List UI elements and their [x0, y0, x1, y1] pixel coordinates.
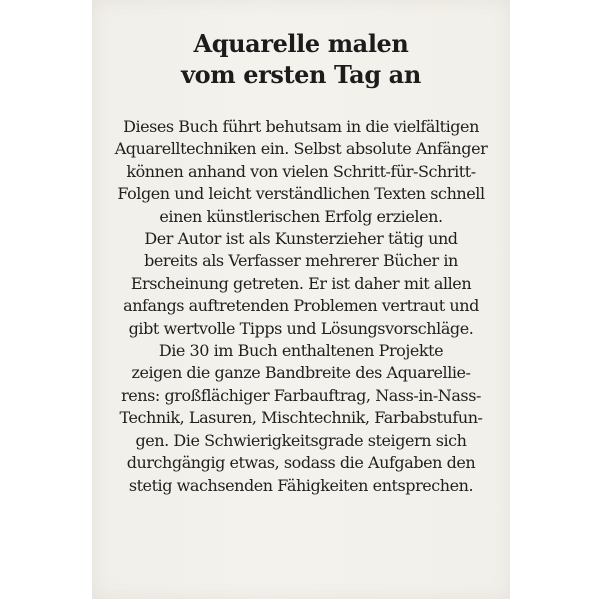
text-line: gibt wertvolle Tipps und Lösungsvorschläge. — [128, 318, 474, 338]
text-line: Aquarelltechniken ein. Selbst absolute Anfänger — [114, 139, 488, 159]
text-line: Erscheinung getreten. Er ist daher mit allen — [130, 273, 472, 293]
text-line: können anhand von vielen Schritt-für-Schritt- — [126, 161, 476, 181]
text-line: anfangs auftretenden Problemen vertraut und — [123, 296, 479, 316]
text-line: Technik, Lasuren, Mischtechnik, Farbabstufun- — [119, 408, 483, 428]
page-title — [92, 28, 510, 90]
text-line: zeigen die ganze Bandbreite des Aquarellie- — [131, 363, 471, 383]
text-line: Folgen und leicht verständlichen Texten schnell — [117, 184, 485, 204]
text-line: rens: großflächiger Farbauftrag, Nass-in-Nass- — [121, 385, 481, 405]
text-line: durchgängig etwas, sodass die Aufgaben den — [126, 453, 476, 473]
title-line: Aquarelle malen — [193, 29, 409, 58]
text-line: stetig wachsenden Fähigkeiten entsprechen. — [128, 475, 474, 495]
text-line: Die 30 im Buch enthaltenen Projekte — [158, 341, 444, 361]
title-line: vom ersten Tag an — [181, 60, 421, 89]
book-back-cover — [92, 0, 510, 599]
text-line: Dieses Buch führt behutsam in die vielfältigen — [123, 117, 479, 136]
text-line: Der Autor ist als Kunsterzieher tätig und — [144, 229, 458, 249]
text-line: bereits als Verfasser mehrerer Bücher in — [144, 251, 458, 271]
text-line: gen. Die Schwierigkeitsgrade steigern sich — [135, 430, 467, 450]
text-line: einen künstlerischen Erfolg erzielen. — [159, 206, 443, 226]
description-text — [92, 116, 510, 497]
